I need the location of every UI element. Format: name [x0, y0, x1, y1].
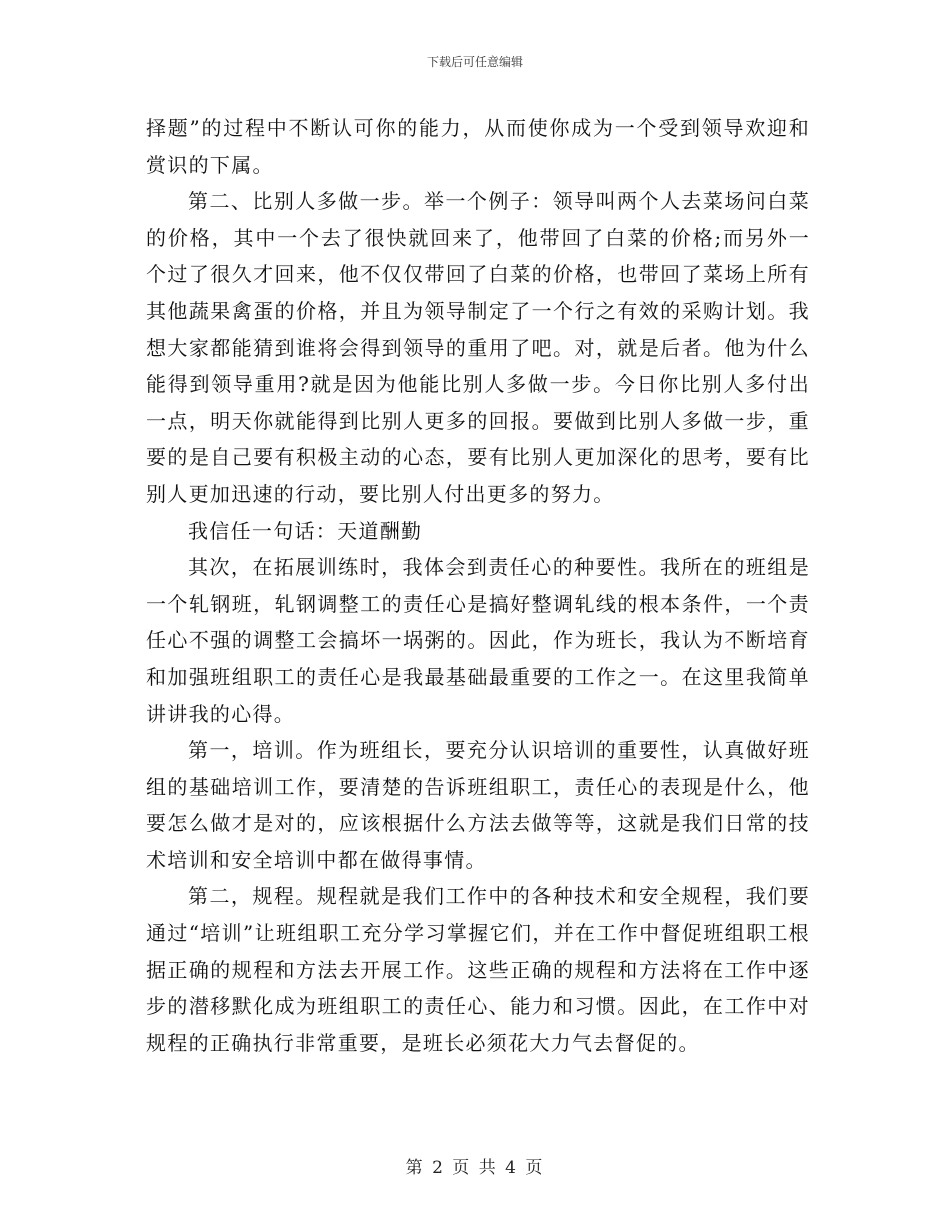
paragraph-quote: 我信任一句话：天道酬勤: [188, 518, 423, 543]
paragraph-training: 第一，培训。作为班组长，要充分认识培训的重要性，认真做好班组的基础培训工作，要清楚的告诉班组职工，责任心的表现是什么，他要怎么做才是对的，应该根据什么方法去做等等，这就是我们日常的技术培训和安全培训中都在做得事情。: [146, 738, 810, 872]
page-number: 第 2 页 共 4 页: [405, 1158, 545, 1178]
body-text: [146, 110, 810, 1061]
paragraph-continuation: 择题”的过程中不断认可你的能力，从而使你成为一个受到领导欢迎和赏识的下属。: [146, 116, 810, 177]
paragraph-responsibility: 其次，在拓展训练时，我体会到责任心的种要性。我所在的班组是一个轧钢班，轧钢调整工的责任心是搞好整调轧线的根本条件，一个责任心不强的调整工会搞坏一埚粥的。因此，作为班长，我认为不断培育和加强班组职工的责任心是我最基础最重要的工作之一。在这里我简单讲讲我的心得。: [146, 555, 810, 726]
page-header: 下载后可任意编辑: [426, 55, 523, 69]
paragraph-do-one-more-step: 第二、比别人多做一步。举一个例子：领导叫两个人去菜场问白菜的价格，其中一个去了很快就回来了，他带回了白菜的价格;而另外一个过了很久才回来，他不仅仅带回了白菜的价格，也带回了菜场上所有其他蔬果禽蛋的价格，并且为领导制定了一个行之有效的采购计划。我想大家都能猜到谁将会得到领导的重用了吧。对，就是后者。他为什么能得到领导重用?就是因为他能比别人多做一步。今日你比别人多付出一点，明天你就能得到比别人更多的回报。要做到比别人多做一步，重要的是自己要有积极主动的心态，要有比别人更加深化的思考，要有比别人更加迅速的行动，要比别人付出更多的努力。: [146, 189, 810, 506]
paragraph-regulations: 第二，规程。规程就是我们工作中的各种技术和安全规程，我们要通过“培训”让班组职工充分学习掌握它们，并在工作中督促班组职工根据正确的规程和方法去开展工作。这些正确的规程和方法将在工作中逐步的潜移默化成为班组职工的责任心、能力和习惯。因此，在工作中对规程的正确执行非常重要，是班长必须花大力气去督促的。: [146, 884, 810, 1055]
